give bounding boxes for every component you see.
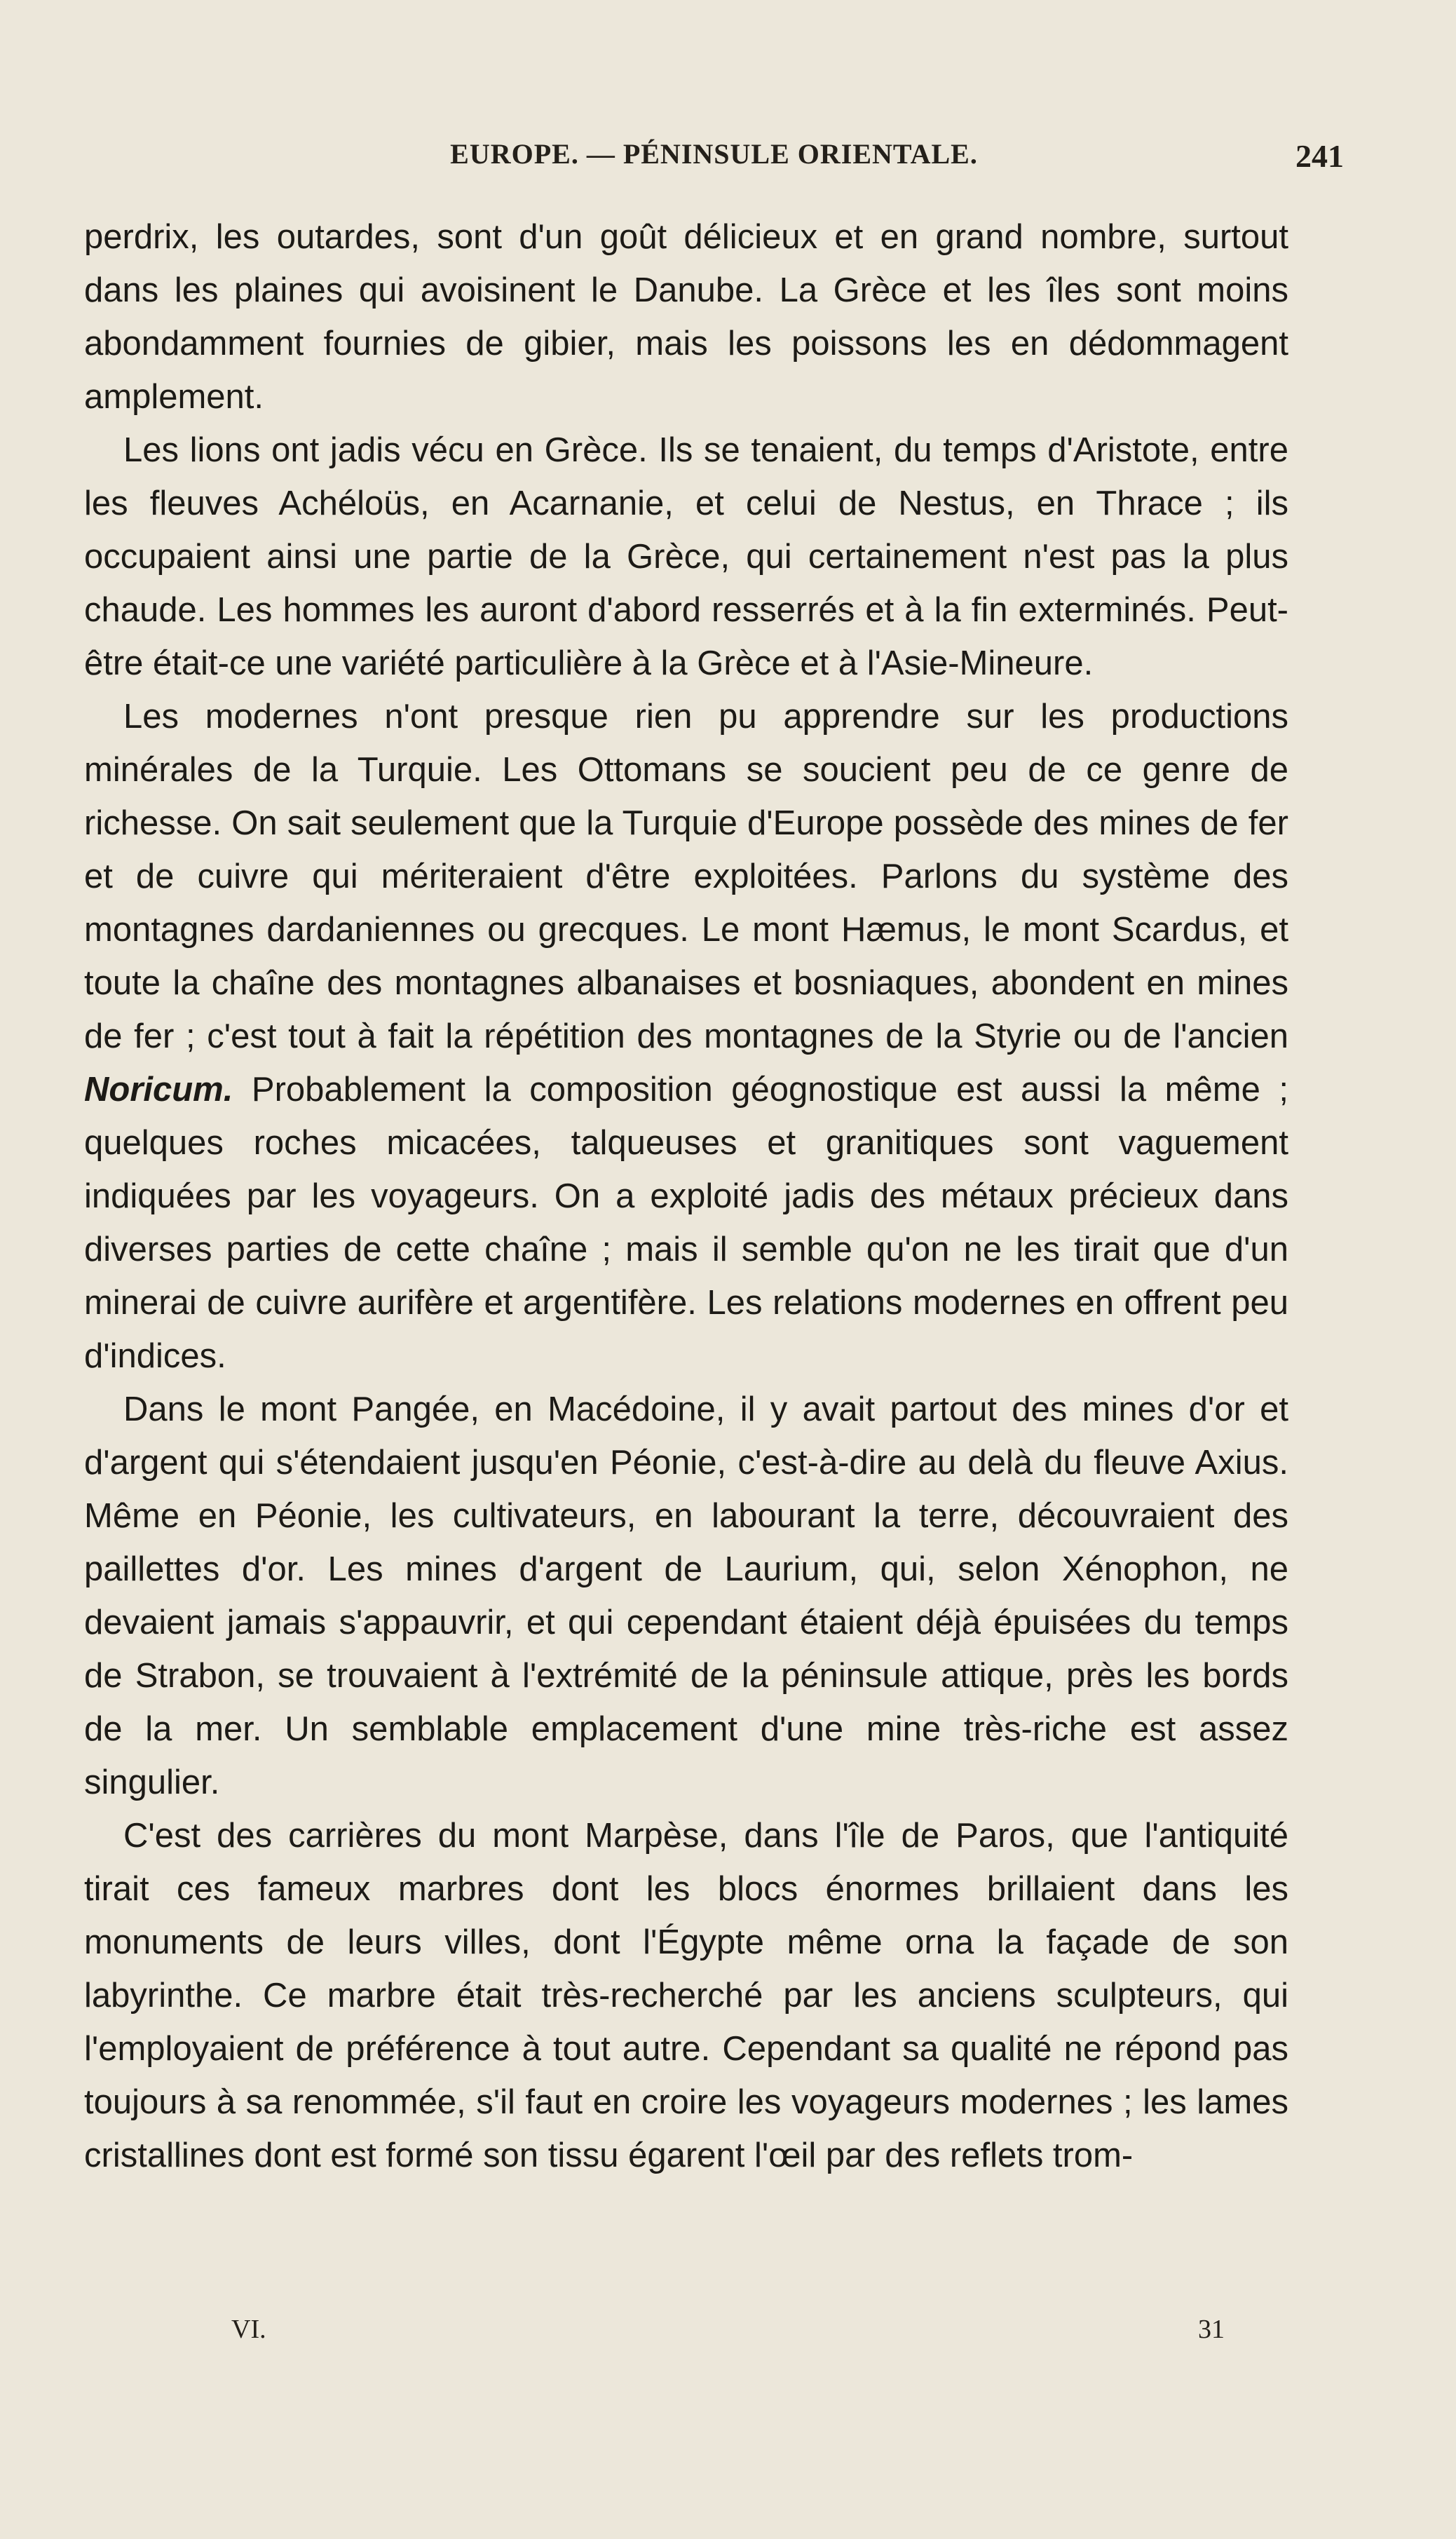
paragraph-3-text: Les modernes n'ont presque rien pu apprendre sur les productions minérales de la Turquie. Les Ottomans se soucient peu de ce genre de richesse. On sait seulement que la Turquie d'Europe possède des mines de fer et de cuivre qui mériteraient d'être exploitées. Parlons du système des montagnes dardaniennes ou grecques. Le mont Hæmus, le mont Scardus, et toute la chaîne des montagnes albanaises et bosniaques, abondent en mines de fer ; c'est tout à fait la répétition des montagnes de la Styrie ou de l'ancien: [84, 698, 1288, 1055]
body-text: [84, 210, 1288, 2182]
paragraph-2: Les lions ont jadis vécu en Grèce. Ils se tenaient, du temps d'Aristote, entre les fleuves Achéloüs, en Acarnanie, et celui de Nestus, en Thrace ; ils occupaient ainsi une partie de la Grèce, qui certainement n'est pas la plus chaude. Les hommes les auront d'abord resserrés et à la fin exterminés. Peut-être était-ce une variété particulière à la Grèce et à l'Asie-Mineure.: [84, 431, 1288, 682]
paragraph-5: C'est des carrières du mont Marpèse, dans l'île de Paros, que l'antiquité tirait ces fameux marbres dont les blocs énormes brillaient dans les monuments de leurs villes, dont l'Égypte même orna la façade de son labyrinthe. Ce marbre était très-recherché par les anciens sculpteurs, qui l'employaient de préférence à tout autre. Cependant sa qualité ne répond pas toujours à sa renommée, s'il faut en croire les voyageurs modernes ; les lames cristallines dont est formé son tissu égarent l'œil par des reflets trom-: [84, 1817, 1288, 2174]
sheet-number: 31: [1198, 2315, 1225, 2344]
paragraph-3: [84, 690, 1288, 1383]
paragraph-1: perdrix, les outardes, sont d'un goût délicieux et en grand nombre, surtout dans les plaines qui avoisinent le Danube. La Grèce et les îles sont moins abondamment fournies de gibier, mais les poissons les en dédommagent amplement.: [84, 218, 1288, 416]
running-head: EUROPE. — PÉNINSULE ORIENTALE.: [450, 138, 978, 170]
page-header: [84, 137, 1344, 180]
signature-mark: VI.: [231, 2315, 266, 2344]
paragraph-4: Dans le mont Pangée, en Macédoine, il y avait partout des mines d'or et d'argent qui s'étendaient jusqu'en Péonie, c'est-à-dire au delà du fleuve Axius. Même en Péonie, les cultivateurs, en labourant la terre, découvraient des paillettes d'or. Les mines d'argent de Laurium, qui, selon Xénophon, ne devaient jamais s'appauvrir, et qui cependant étaient déjà épuisées du temps de Strabon, se trouvaient à l'extrémité de la péninsule attique, près les bords de la mer. Un semblable emplacement d'une mine très-riche est assez singulier.: [84, 1390, 1288, 1801]
page-number: 241: [1295, 138, 1344, 174]
paragraph-3-tail: Probablement la composition géognostique est aussi la même ; quelques roches micacées, talqueuses et granitiques sont vaguement indiquées par les voyageurs. On a exploité jadis des métaux précieux dans diverses parties de cette chaîne ; mais il semble qu'on ne les tirait que d'un minerai de cuivre aurifère et argentifère. Les relations modernes en offrent peu d'indices.: [84, 1071, 1288, 1375]
italic-term-noricum: Noricum.: [84, 1071, 233, 1109]
page-footer: [231, 2314, 1225, 2356]
